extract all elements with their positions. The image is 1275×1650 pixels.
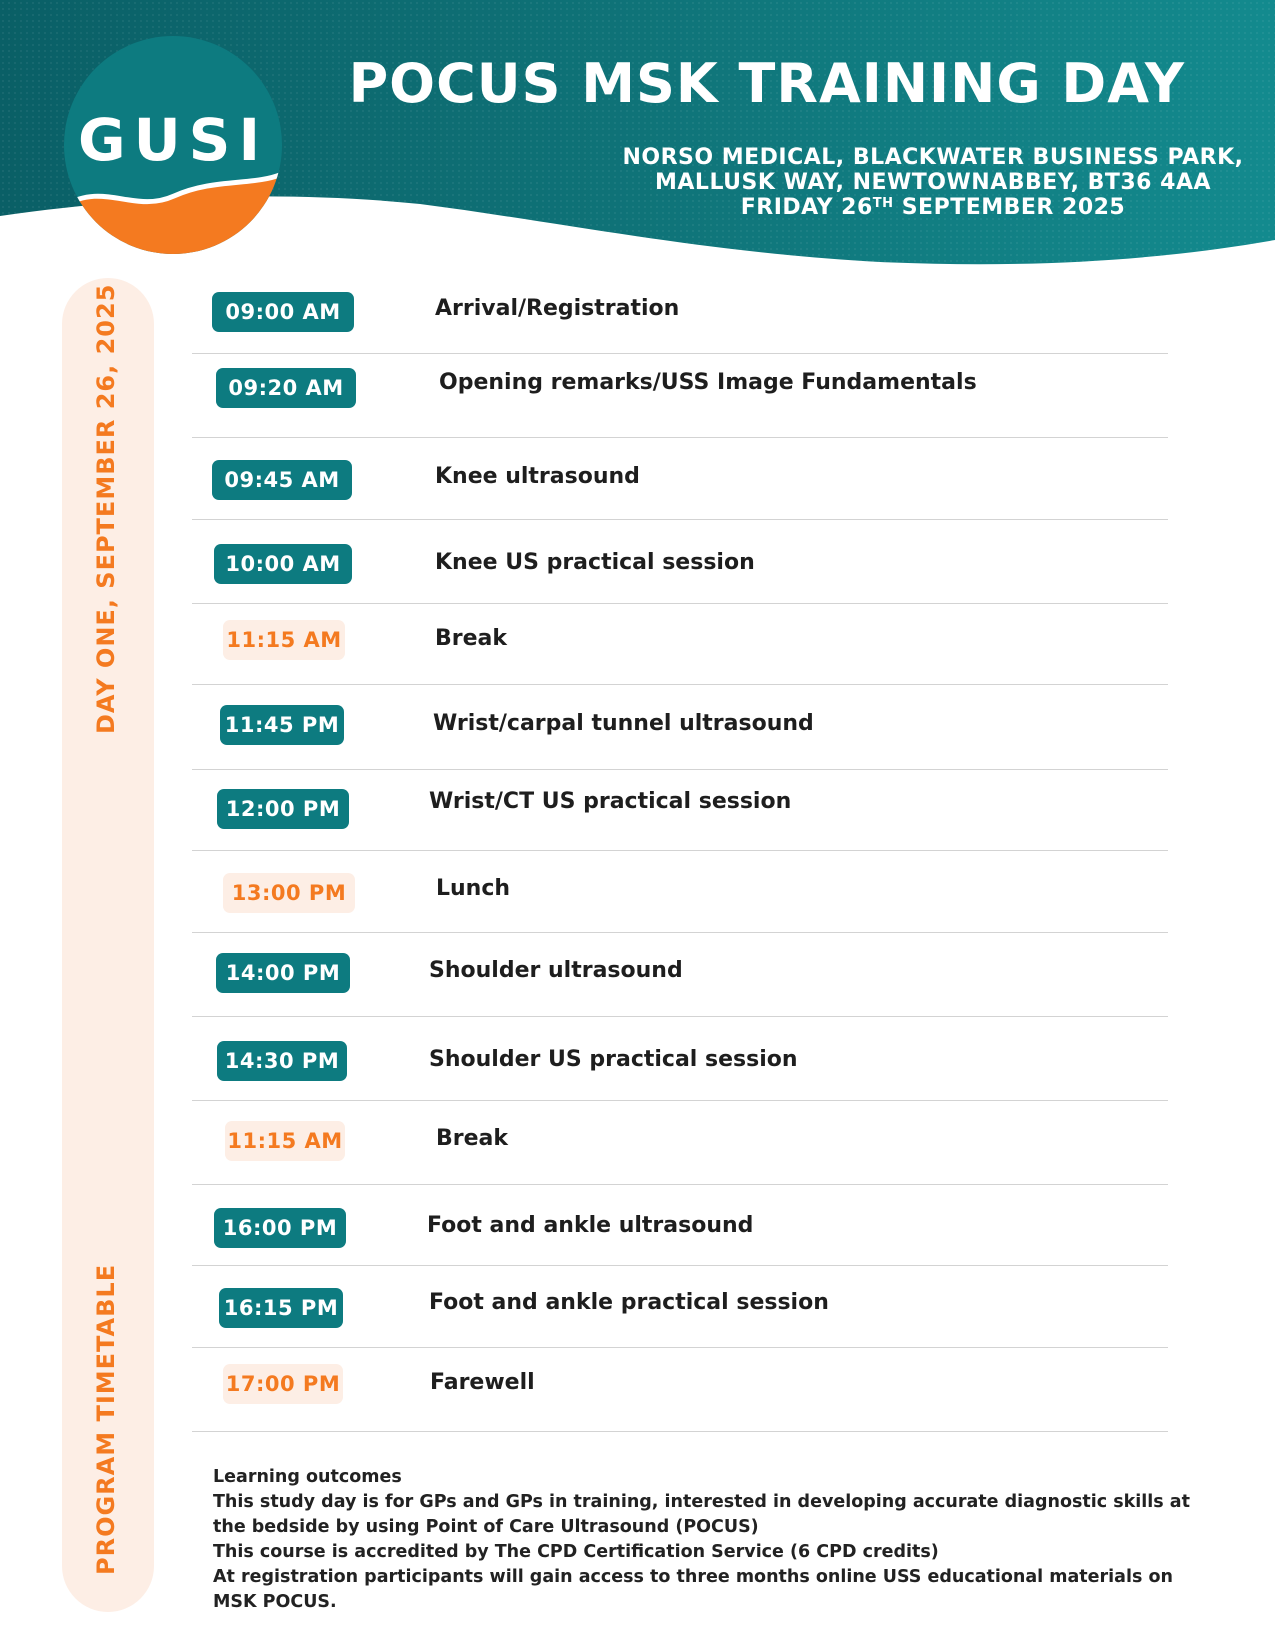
table-row [192, 1101, 1168, 1185]
time-badge: 12:00 PM [217, 789, 349, 829]
activity-label: Wrist/carpal tunnel ultrasound [433, 711, 814, 736]
activity-label: Shoulder ultrasound [429, 958, 683, 983]
time-badge: 13:00 PM [223, 873, 355, 913]
table-row [192, 1266, 1168, 1348]
table-row [192, 604, 1168, 685]
table-row [192, 685, 1168, 770]
outcomes-line-2: This course is accredited by The CPD Certification Service (6 CPD credits) [213, 1542, 939, 1562]
logo-text: GUSI [77, 106, 269, 174]
table-row [192, 354, 1168, 438]
activity-label: Break [435, 626, 508, 651]
table-row [192, 770, 1168, 851]
date-suffix: SEPTEMBER 2025 [893, 195, 1126, 220]
table-row [192, 851, 1168, 933]
day-label: DAY ONE, SEPTEMBER 26, 2025 [92, 283, 120, 734]
venue-address [613, 145, 1253, 220]
event-date [613, 195, 1253, 220]
program-timetable-label: PROGRAM TIMETABLE [92, 1263, 120, 1575]
table-row [192, 933, 1168, 1017]
outcomes-heading: Learning outcomes [213, 1467, 402, 1487]
table-row [192, 278, 1168, 354]
activity-label: Farewell [430, 1370, 535, 1395]
activity-label: Foot and ankle ultrasound [427, 1213, 754, 1238]
time-badge: 16:15 PM [219, 1288, 343, 1328]
table-row [192, 1348, 1168, 1432]
time-badge: 10:00 AM [214, 544, 352, 584]
activity-label: Arrival/Registration [435, 296, 680, 321]
table-row [192, 1185, 1168, 1266]
table-row [192, 438, 1168, 520]
time-badge: 11:15 AM [223, 620, 345, 660]
table-row [192, 520, 1168, 604]
outcomes-line-1: This study day is for GPs and GPs in training, interested in developing accurate diagnostic skills at the bedside by using Point of Care Ultrasound (POCUS) [213, 1492, 1190, 1537]
activity-label: Knee US practical session [435, 550, 755, 575]
activity-label: Lunch [436, 876, 511, 901]
table-row [192, 1017, 1168, 1101]
time-badge: 14:00 PM [216, 953, 350, 993]
address-line-2: MALLUSK WAY, NEWTOWNABBEY, BT36 4AA [655, 170, 1211, 195]
time-badge: 11:15 AM [225, 1121, 345, 1161]
time-badge: 09:00 AM [212, 292, 354, 332]
outcomes-line-3: At registration participants will gain access to three months online USS educational materials on MSK POCUS. [213, 1567, 1173, 1612]
time-badge: 11:45 PM [220, 705, 344, 745]
activity-label: Shoulder US practical session [429, 1047, 798, 1072]
activity-label: Knee ultrasound [435, 464, 640, 489]
activity-label: Foot and ankle practical session [429, 1290, 829, 1315]
activity-label: Wrist/CT US practical session [429, 789, 792, 814]
gusi-logo [64, 36, 282, 254]
learning-outcomes [213, 1465, 1193, 1615]
time-badge: 17:00 PM [223, 1364, 343, 1404]
date-prefix: FRIDAY 26 [740, 195, 873, 220]
time-badge: 09:45 AM [212, 460, 352, 500]
page-title: POCUS MSK TRAINING DAY [348, 52, 1185, 115]
date-superscript: TH [872, 196, 894, 211]
time-badge: 14:30 PM [217, 1041, 347, 1081]
time-badge: 09:20 AM [216, 368, 356, 408]
activity-label: Opening remarks/USS Image Fundamentals [439, 370, 977, 395]
address-line-1: NORSO MEDICAL, BLACKWATER BUSINESS PARK, [622, 145, 1244, 170]
activity-label: Break [436, 1126, 509, 1151]
time-badge: 16:00 PM [214, 1208, 346, 1248]
